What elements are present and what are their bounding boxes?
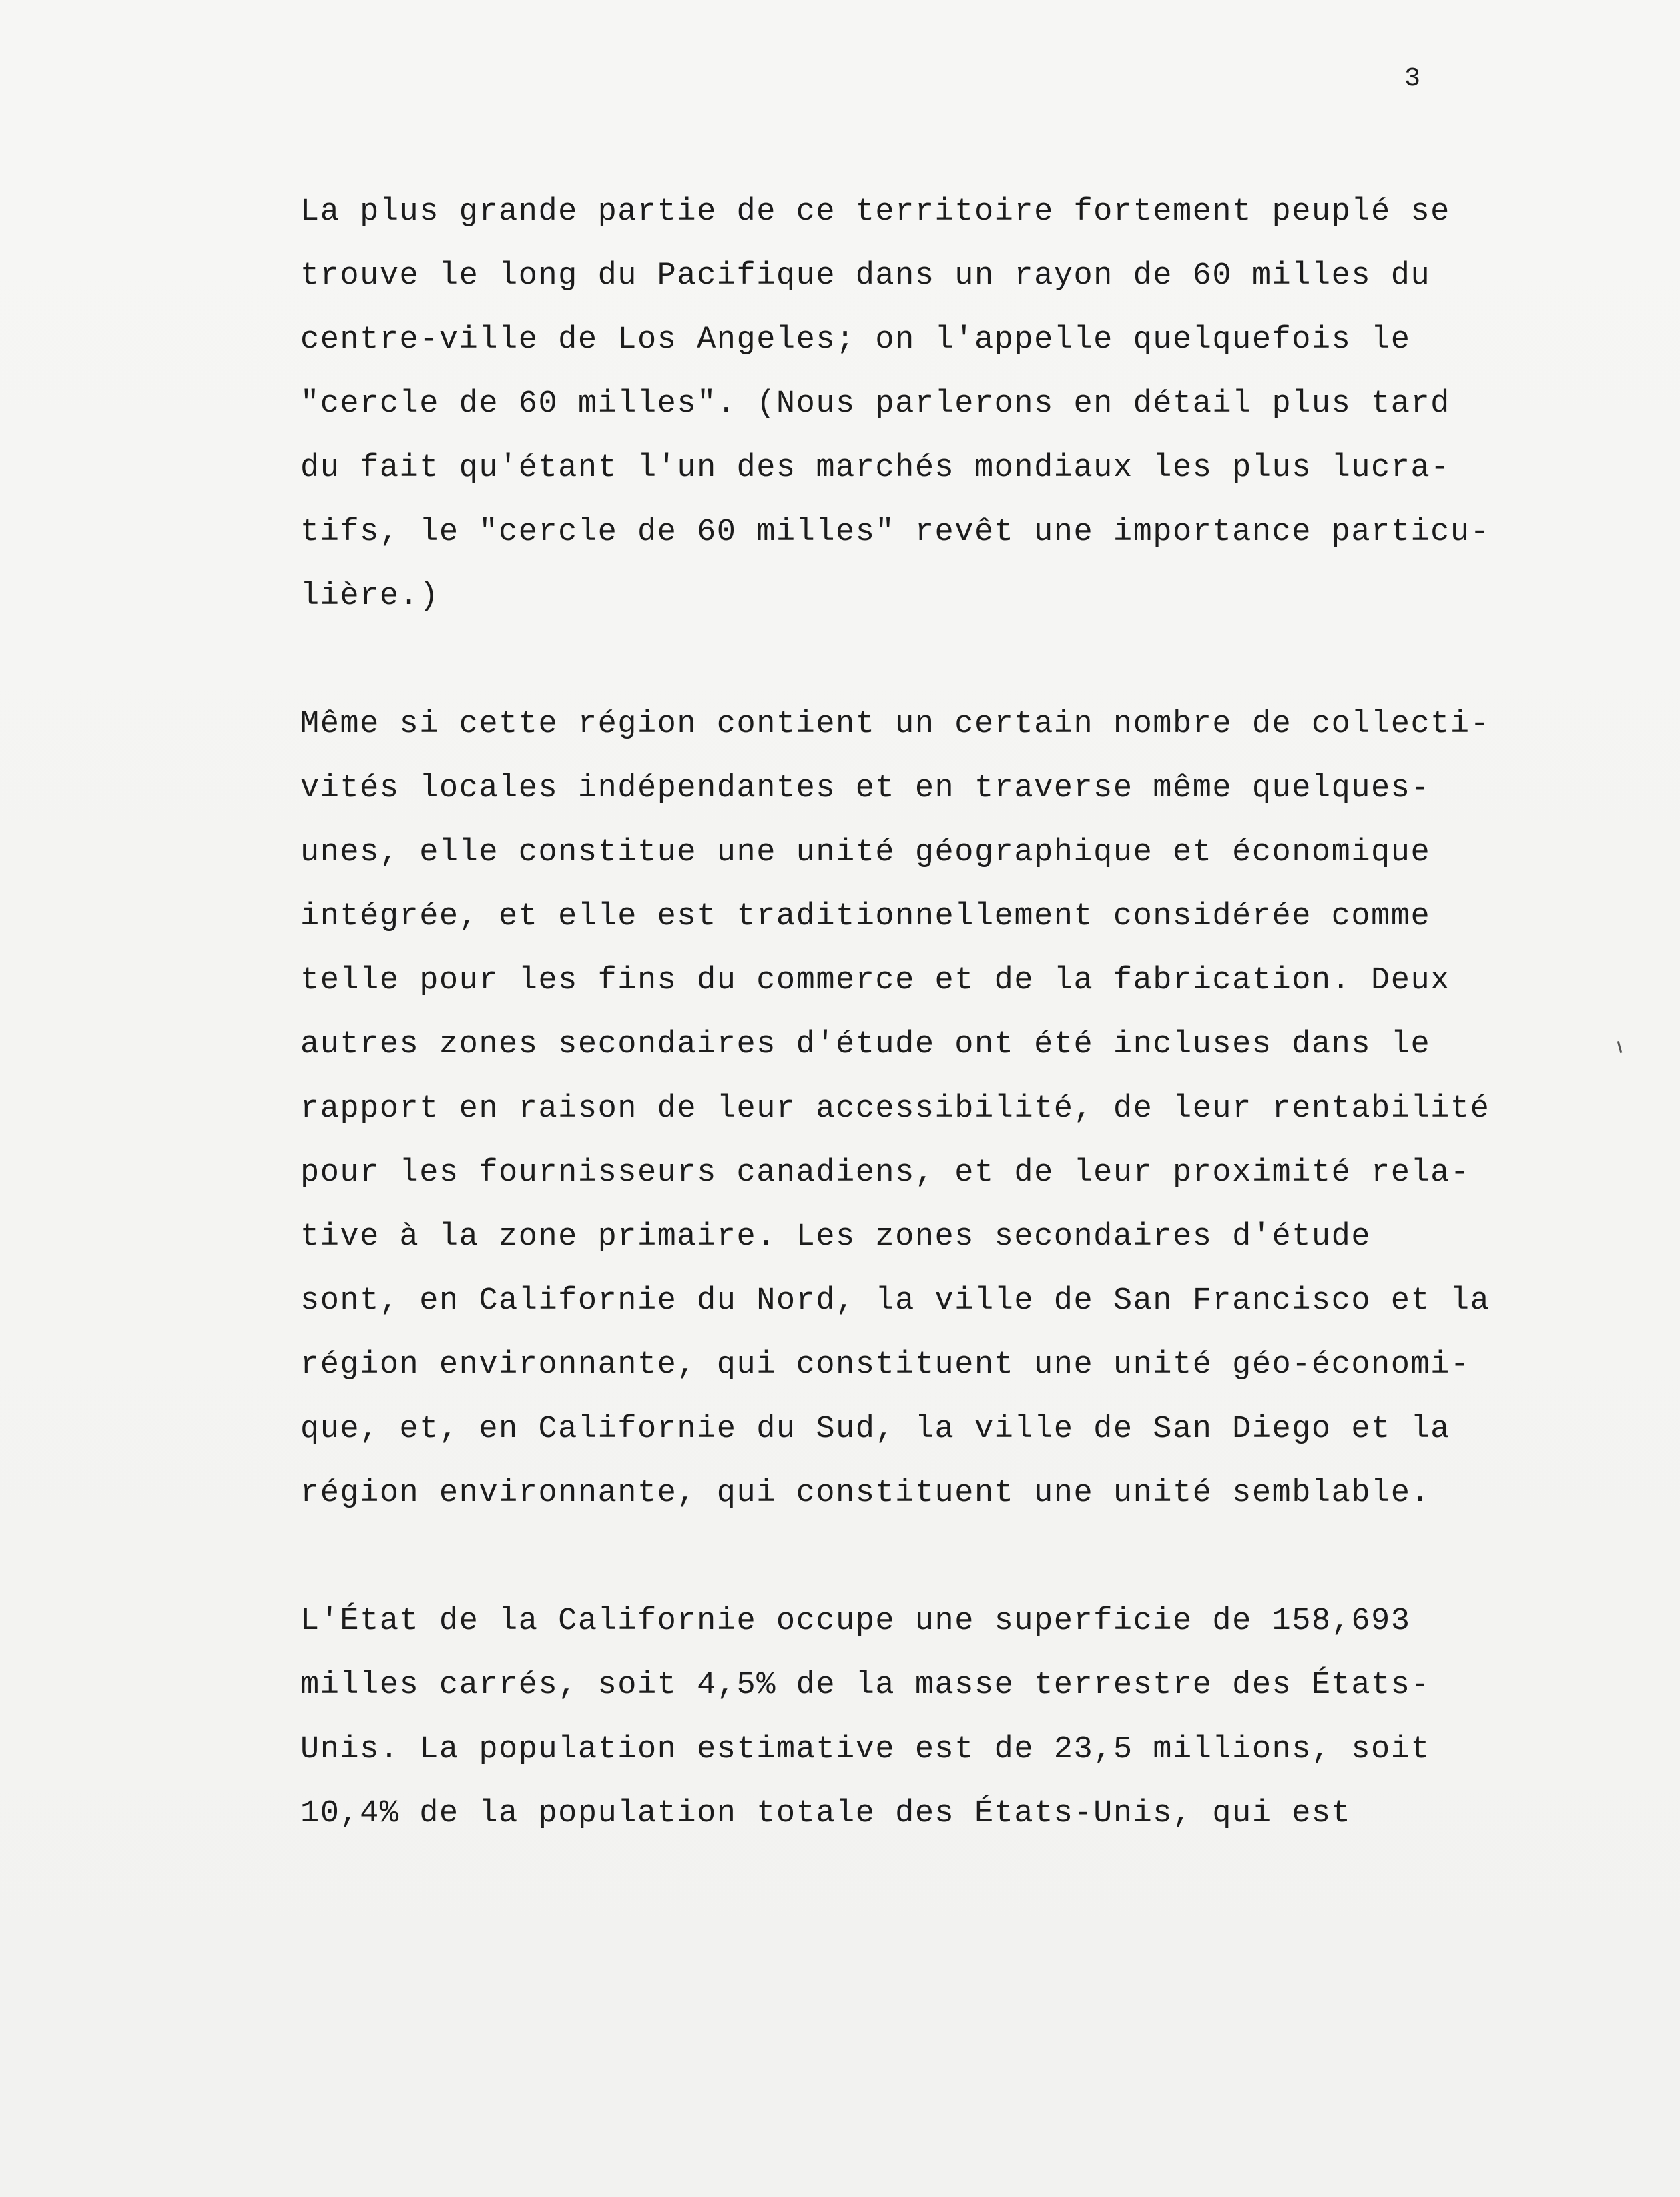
stray-ink-mark xyxy=(1617,1041,1623,1053)
text-line: rapport en raison de leur accessibilité, de leur rentabilité xyxy=(300,1091,1490,1127)
text-line: lière.) xyxy=(300,579,439,614)
paragraph-3 xyxy=(300,1590,1515,1846)
text-line: région environnante, qui constituent une unité semblable. xyxy=(300,1476,1431,1511)
text-line: sont, en Californie du Nord, la ville de San Francisco et la xyxy=(300,1283,1490,1319)
text-line: autres zones secondaires d'étude ont été incluses dans le xyxy=(300,1027,1431,1062)
text-line: trouve le long du Pacifique dans un rayon de 60 milles du xyxy=(300,258,1431,294)
text-line: tive à la zone primaire. Les zones secondaires d'étude xyxy=(300,1219,1372,1255)
page-number: 3 xyxy=(1404,64,1421,94)
text-line: "cercle de 60 milles". (Nous parlerons en détail plus tard xyxy=(300,386,1450,422)
text-line: intégrée, et elle est traditionnellement considérée comme xyxy=(300,899,1431,934)
text-line: tifs, le "cercle de 60 milles" revêt une importance particu- xyxy=(300,515,1490,550)
paragraph-gap xyxy=(300,629,1515,693)
text-line: 10,4% de la population totale des États-Unis, qui est xyxy=(300,1796,1352,1831)
text-line: pour les fournisseurs canadiens, et de leur proximité rela- xyxy=(300,1155,1470,1191)
paragraph-1 xyxy=(300,180,1515,629)
text-line: La plus grande partie de ce territoire fortement peuplé se xyxy=(300,194,1450,230)
text-line: Même si cette région contient un certain nombre de collecti- xyxy=(300,707,1490,742)
text-line: telle pour les fins du commerce et de la fabrication. Deux xyxy=(300,963,1450,998)
text-line: milles carrés, soit 4,5% de la masse terrestre des États- xyxy=(300,1668,1431,1703)
text-line: L'État de la Californie occupe une superficie de 158,693 xyxy=(300,1604,1411,1639)
text-line: vités locales indépendantes et en traverse même quelques- xyxy=(300,771,1431,806)
text-line: du fait qu'étant l'un des marchés mondiaux les plus lucra- xyxy=(300,450,1450,486)
text-line: que, et, en Californie du Sud, la ville de San Diego et la xyxy=(300,1411,1450,1447)
paragraph-gap xyxy=(300,1526,1515,1590)
text-line: Unis. La population estimative est de 23,5 millions, soit xyxy=(300,1732,1431,1767)
text-line: centre-ville de Los Angeles; on l'appelle quelquefois le xyxy=(300,322,1411,358)
paragraph-2 xyxy=(300,693,1515,1526)
text-line: unes, elle constitue une unité géographique et économique xyxy=(300,835,1431,870)
body-text xyxy=(300,180,1515,1846)
text-line: région environnante, qui constituent une unité géo-économi- xyxy=(300,1347,1470,1383)
